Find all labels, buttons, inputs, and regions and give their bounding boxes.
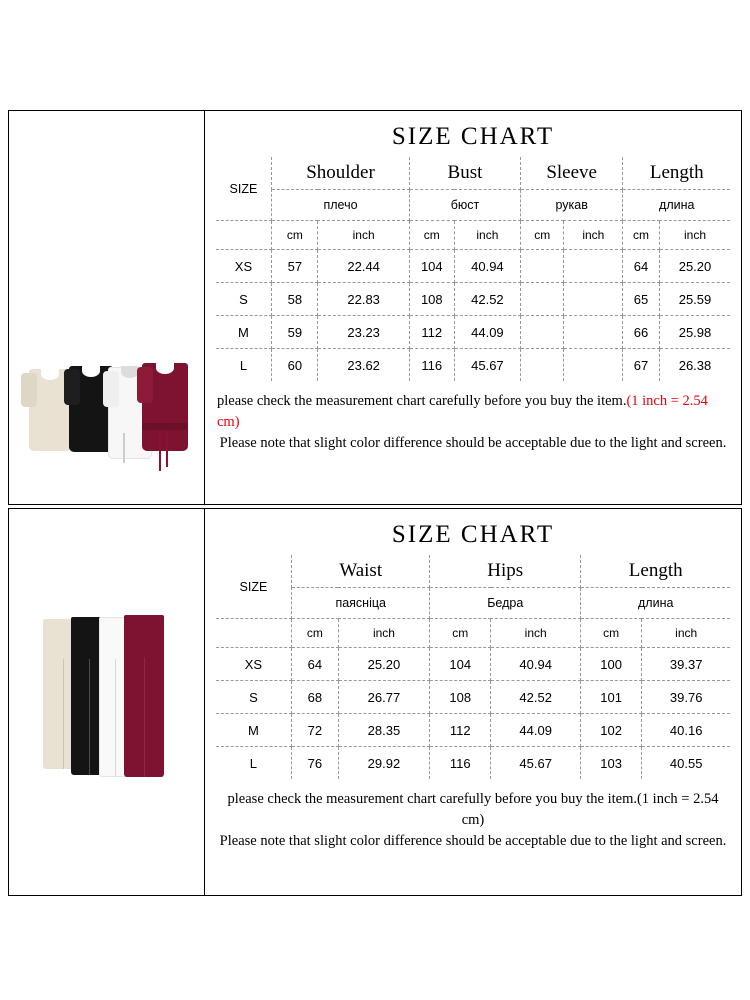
cell-s-bust-cm: 108 [409, 283, 454, 316]
table-row [216, 555, 731, 588]
table-row [216, 190, 731, 221]
cell-xs-bust-inch: 40.94 [454, 250, 520, 283]
group-translation-waist: паясніца [292, 588, 430, 619]
cell-l-waist-inch: 29.92 [338, 747, 430, 780]
row-size-m: M [216, 316, 272, 349]
cell-xs-shoulder-inch: 22.44 [318, 250, 409, 283]
cell-l-length-cm: 67 [623, 349, 659, 382]
cell-l-length-inch: 26.38 [678, 357, 712, 373]
unit-bust-inch: inch [454, 221, 520, 250]
cell-l-bust-inch: 45.67 [454, 349, 520, 382]
cell-s-hips-cm: 108 [430, 681, 491, 714]
row-size-xs: XS [216, 648, 292, 681]
cell-xs-sleeve-cm [521, 250, 564, 283]
group-header-sleeve: Sleeve [521, 157, 623, 190]
cell-l-shoulder-inch: 23.62 [318, 349, 409, 382]
top-wine-belt-tie-2 [166, 433, 168, 467]
tops-product-image [9, 111, 205, 504]
tops-illustration [9, 111, 204, 504]
cell-m-sleeve-inch [564, 316, 623, 349]
cell-s-shoulder-inch: 22.83 [318, 283, 409, 316]
group-translation-bust: бюст [409, 190, 520, 221]
cell-xs-length-inch: 39.37 [642, 648, 731, 681]
row-size-l: L [216, 747, 292, 780]
cell-xs-length-inch: 25.20 [659, 250, 730, 283]
top-notes [205, 381, 741, 460]
pants-size-table [216, 555, 731, 779]
unit-bust-cm: cm [409, 221, 454, 250]
cell-l-bust-cm: 116 [409, 349, 454, 382]
row-size-xs: XS [216, 250, 272, 283]
group-translation-sleeve: рукав [521, 190, 623, 221]
table-row [216, 349, 731, 382]
cell-m-length-cm: 66 [623, 316, 659, 349]
cell-m-shoulder-cm: 59 [272, 316, 318, 349]
group-header-hips: Hips [430, 555, 581, 588]
table-row [216, 714, 731, 747]
chart-title: SIZE CHART [391, 521, 555, 548]
unit-blank [216, 221, 272, 250]
cell-m-shoulder-inch: 23.23 [318, 316, 409, 349]
cell-m-length-inch: 40.16 [642, 714, 731, 747]
unit-shoulder-inch: inch [318, 221, 409, 250]
group-header-length: Length [581, 555, 731, 588]
top-wine-belt [142, 423, 188, 430]
cell-s-shoulder-cm: 58 [272, 283, 318, 316]
cell-l-length-cm: 103 [581, 747, 642, 780]
note-measurement-text: please check the measurement chart carefully before you buy the item. [217, 393, 627, 409]
unit-waist-inch: inch [338, 619, 430, 648]
top-beige-neckline [41, 368, 59, 380]
cell-xs-hips-cm: 104 [430, 648, 491, 681]
row-size-l: L [216, 349, 272, 382]
pants-beige-center-seam [63, 659, 64, 769]
unit-blank [216, 619, 292, 648]
cell-s-length-inch: 39.76 [642, 681, 731, 714]
cell-xs-waist-cm: 64 [292, 648, 338, 681]
group-header-waist: Waist [292, 555, 430, 588]
size-header-label: SIZE [216, 157, 272, 221]
unit-hips-cm: cm [430, 619, 491, 648]
unit-length-cm: cm [623, 221, 659, 250]
cell-s-waist-inch: 26.77 [338, 681, 430, 714]
cell-s-hips-inch: 42.52 [491, 681, 581, 714]
group-translation-hips: Бедра [430, 588, 581, 619]
row-size-m: M [216, 714, 292, 747]
cell-m-waist-cm: 72 [292, 714, 338, 747]
pants-product-image [9, 509, 205, 895]
unit-sleeve-inch: inch [564, 221, 623, 250]
note-line-1 [217, 391, 729, 433]
note-line-1: please check the measurement chart carefully before you buy the item.(1 inch = 2.54 cm) [227, 791, 719, 829]
unit-waist-cm: cm [292, 619, 338, 648]
cell-m-length-inch: 25.98 [659, 316, 730, 349]
group-header-shoulder: Shoulder [272, 157, 410, 190]
group-translation-length: длина [623, 190, 731, 221]
cell-m-bust-cm: 112 [409, 316, 454, 349]
cell-m-hips-cm: 112 [430, 714, 491, 747]
pants-wine-center-seam [144, 657, 145, 777]
cell-l-hips-inch: 45.67 [491, 747, 581, 780]
unit-sleeve-cm: cm [521, 221, 564, 250]
cell-l-sleeve-cm [521, 349, 564, 382]
table-row [216, 619, 731, 648]
top-wine-sleeve [137, 367, 153, 403]
note-line-2: Please note that slight color difference should be acceptable due to the light and screen. [219, 435, 727, 452]
cell-l-hips-cm: 116 [430, 747, 491, 780]
cell-s-sleeve-cm [521, 283, 564, 316]
table-row [216, 250, 731, 283]
table-row [216, 283, 731, 316]
top-beige-sleeve [21, 373, 37, 407]
unit-hips-inch: inch [491, 619, 581, 648]
cell-xs-hips-inch: 40.94 [491, 648, 581, 681]
cell-xs-length-cm: 100 [581, 648, 642, 681]
cell-xs-length-cm: 64 [623, 250, 659, 283]
cell-xs-shoulder-cm: 57 [272, 250, 318, 283]
cell-l-waist-cm: 76 [292, 747, 338, 780]
pants-white-center-seam [115, 659, 116, 777]
cell-m-sleeve-cm [521, 316, 564, 349]
cell-s-length-cm: 101 [581, 681, 642, 714]
table-row [216, 681, 731, 714]
cell-m-waist-inch: 28.35 [338, 714, 430, 747]
note-inch-conversion: (1 inch = 2.54 cm) [217, 393, 708, 431]
cell-l-length-inch: 40.55 [669, 755, 703, 771]
cell-l-sleeve-inch [564, 349, 623, 382]
group-translation-length: длина [581, 588, 731, 619]
tops-size-table [216, 157, 731, 381]
chart-title: SIZE CHART [391, 123, 555, 150]
top-black-sleeve [64, 369, 80, 405]
unit-length-cm: cm [581, 619, 642, 648]
cell-s-sleeve-inch [564, 283, 623, 316]
group-header-length: Length [623, 157, 731, 190]
cell-s-bust-inch: 42.52 [454, 283, 520, 316]
top-size-chart-block [8, 110, 742, 505]
unit-length-inch: inch [642, 619, 731, 648]
top-wine-belt-tie [159, 431, 161, 471]
unit-length-inch: inch [659, 221, 730, 250]
top-white-belt-tie [123, 433, 125, 463]
table-row [216, 747, 731, 780]
bottom-size-chart-block [8, 508, 742, 896]
cell-m-hips-inch: 44.09 [491, 714, 581, 747]
note-line-2: Please note that slight color difference should be acceptable due to the light and screen. [219, 833, 727, 850]
table-row [216, 157, 731, 190]
table-row [216, 221, 731, 250]
cell-s-length-inch: 25.59 [659, 283, 730, 316]
table-row [216, 316, 731, 349]
cell-xs-waist-inch: 25.20 [338, 648, 430, 681]
pants-illustration [9, 509, 204, 895]
table-row [216, 648, 731, 681]
bottom-table-pane [205, 509, 741, 895]
top-black-neckline [82, 365, 100, 377]
group-translation-shoulder: плечо [272, 190, 410, 221]
bottom-notes [205, 779, 741, 858]
top-white-sleeve [103, 371, 119, 407]
cell-s-length-cm: 65 [623, 283, 659, 316]
cell-m-length-cm: 102 [581, 714, 642, 747]
size-header-label: SIZE [216, 555, 292, 619]
row-size-s: S [216, 681, 292, 714]
cell-l-shoulder-cm: 60 [272, 349, 318, 382]
group-header-bust: Bust [409, 157, 520, 190]
cell-s-waist-cm: 68 [292, 681, 338, 714]
row-size-s: S [216, 283, 272, 316]
cell-xs-bust-cm: 104 [409, 250, 454, 283]
top-wine-neckline [156, 362, 174, 374]
top-table-pane [205, 111, 741, 504]
cell-m-bust-inch: 44.09 [454, 316, 520, 349]
unit-shoulder-cm: cm [272, 221, 318, 250]
cell-xs-sleeve-inch [564, 250, 623, 283]
pants-black-center-seam [89, 659, 90, 775]
table-row [216, 588, 731, 619]
